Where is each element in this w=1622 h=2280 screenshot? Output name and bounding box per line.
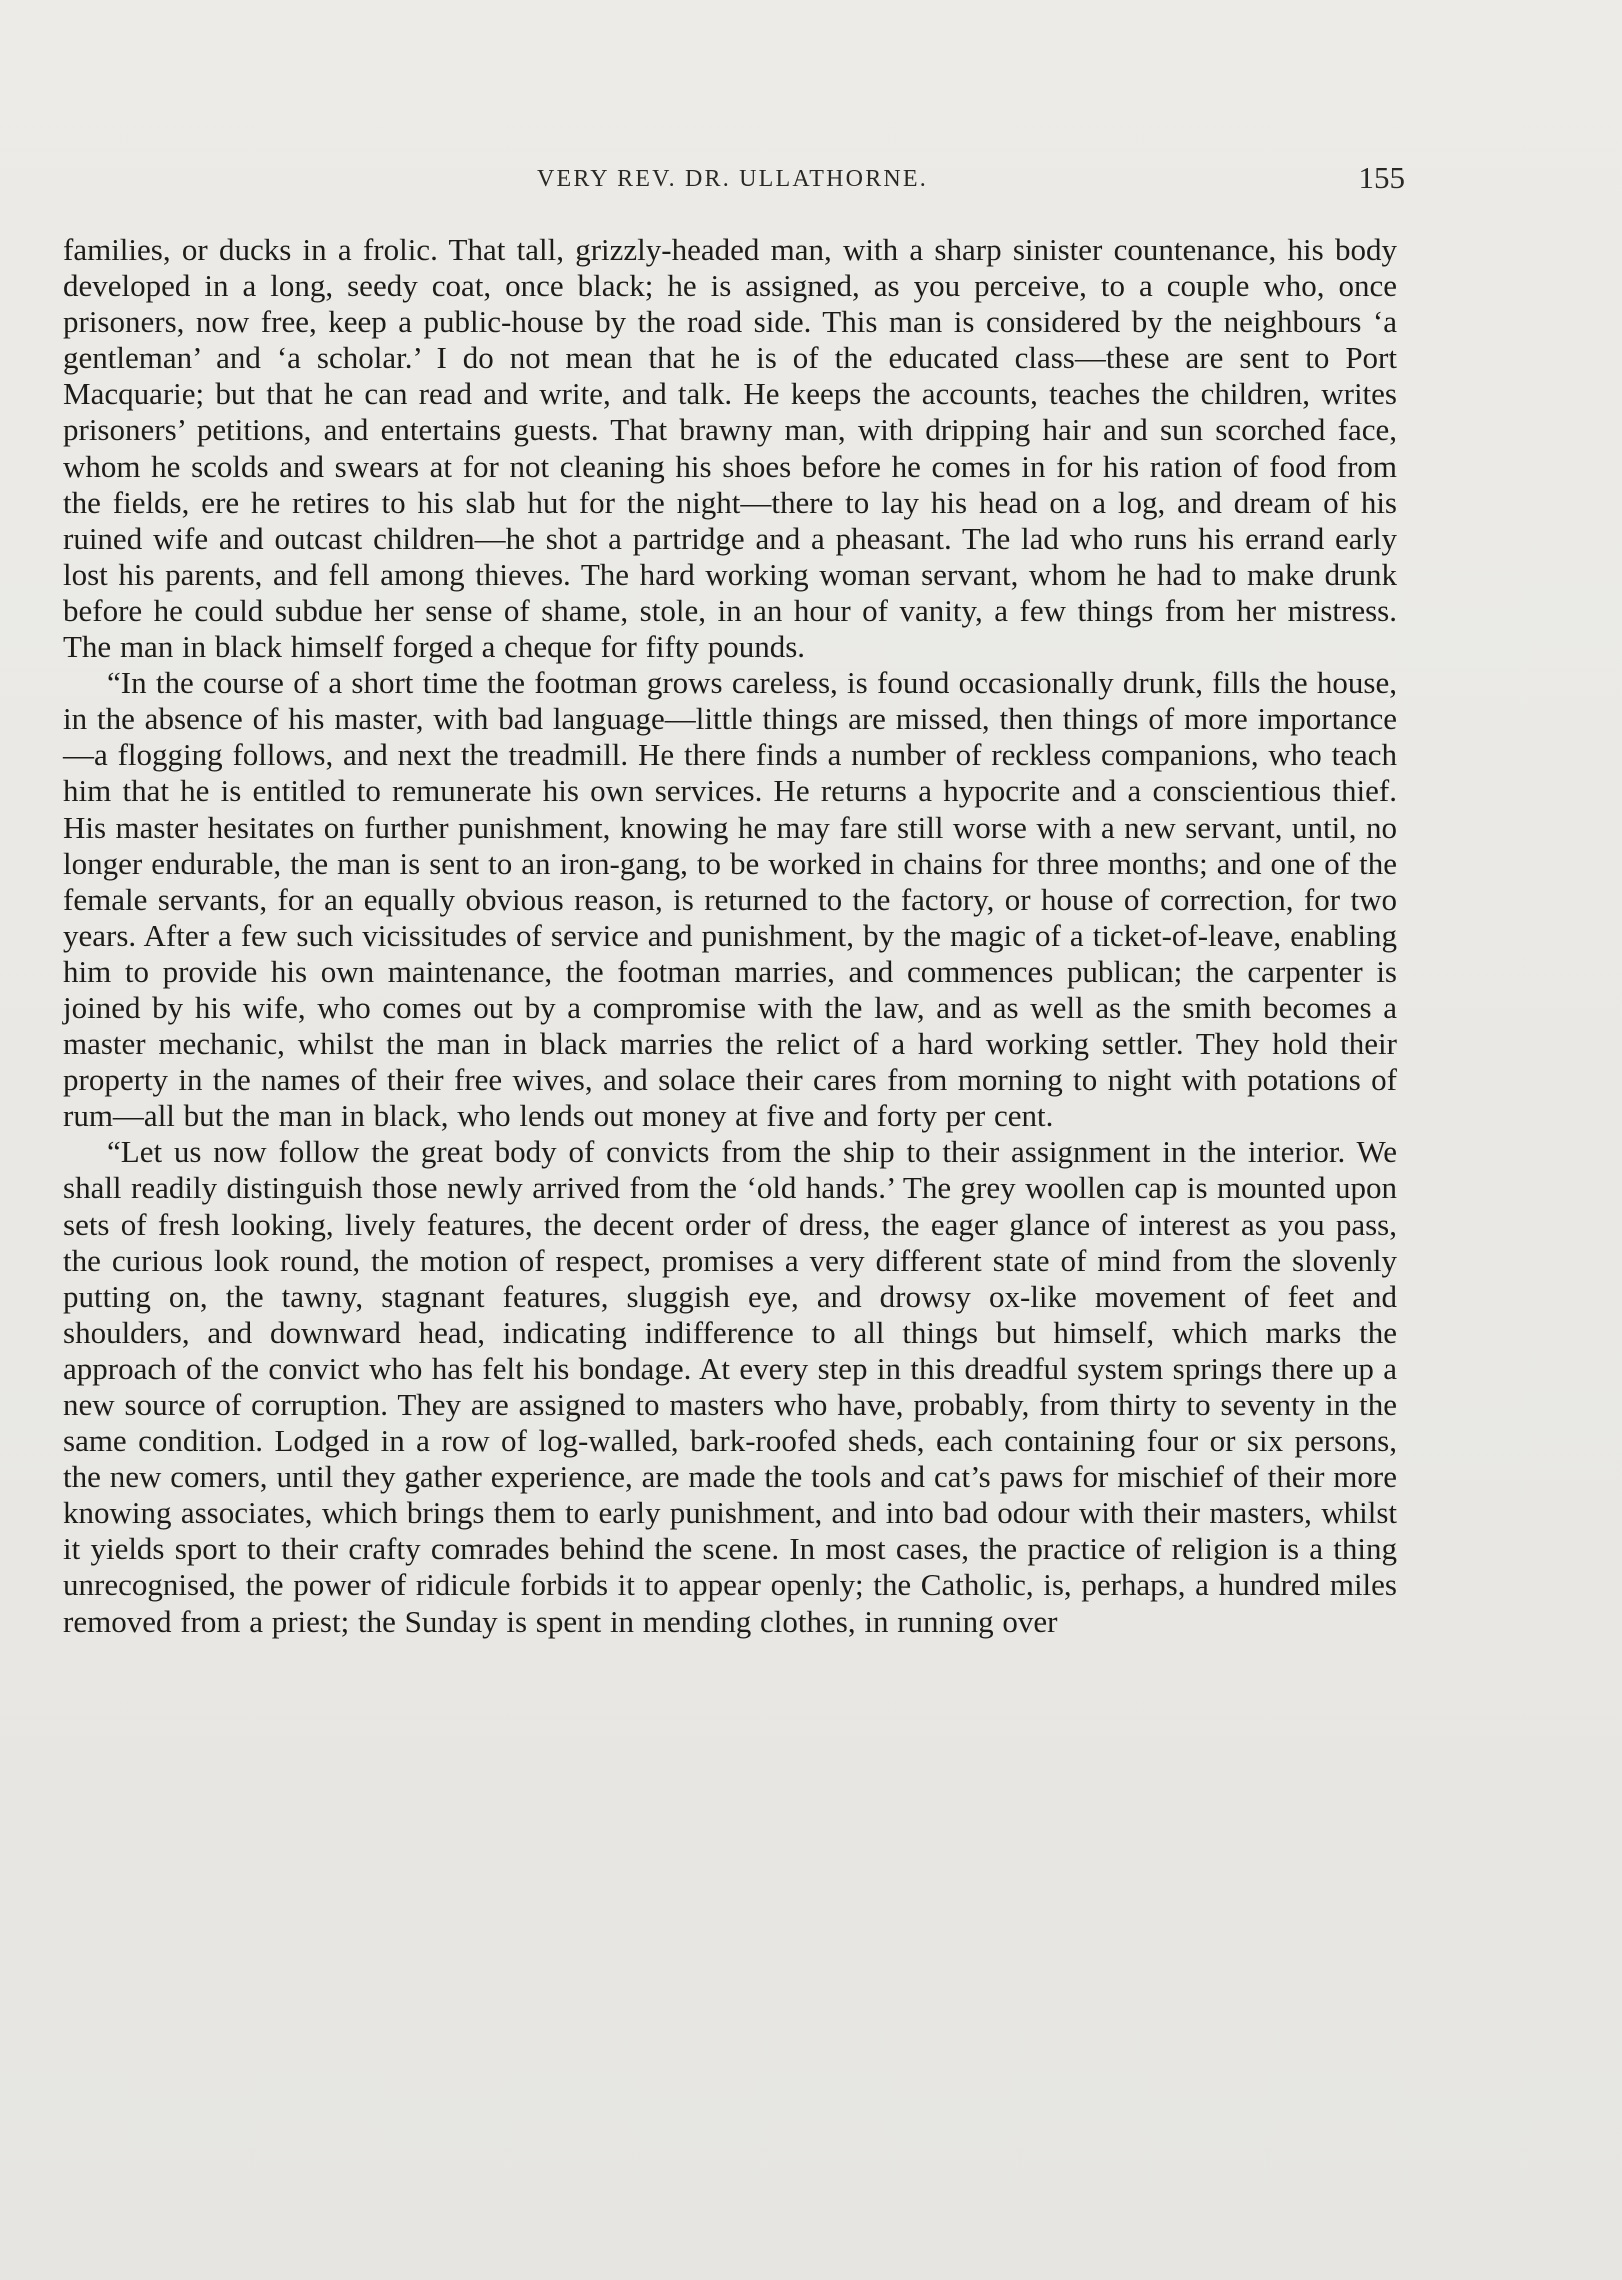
page-number: 155: [1358, 160, 1405, 195]
paragraph-3: “Let us now follow the great body of convicts from the ship to their assignment in the interior. We shall readily distinguish those newly arrived from the ‘old hands.’ The grey woollen cap is mounted upon sets of fresh looking, lively features, the decent order of dress, the eager glance of interest as you pass, the curious look round, the motion of respect, promises a very different state of mind from the slovenly putting on, the tawny, stagnant features, sluggish eye, and drowsy ox-like movement of feet and shoulders, and downward head, indicating indifference to all things but himself, which marks the approach of the convict who has felt his bondage. At every step in this dreadful system springs there up a new source of corruption. They are assigned to masters who have, probably, from thirty to seventy in the same condition. Lodged in a row of log-walled, bark-roofed sheds, each containing four or six persons, the new comers, until they gather experience, are made the tools and cat’s paws for mischief of their more knowing associates, which brings them to early punishment, and into bad odour with their masters, whilst it yields sport to their crafty comrades behind the scene. In most cases, the practice of religion is a thing unrecognised, the power of ridicule forbids it to appear openly; the Catholic, is, perhaps, a hundred miles removed from a priest; the Sunday is spent in mending clothes, in running over: [63, 1134, 1397, 1639]
running-head: [60, 160, 1405, 200]
body-text: [63, 232, 1397, 1640]
paragraph-2: “In the course of a short time the footman grows careless, is found occasionally drunk, fills the house, in the absence of his master, with bad language—little things are missed, then things of more importance—a flogging follows, and next the treadmill. He there finds a number of reckless companions, who teach him that he is entitled to remunerate his own services. He returns a hypocrite and a conscientious thief. His master hesitates on further punishment, knowing he may fare still worse with a new servant, until, no longer endurable, the man is sent to an iron-gang, to be worked in chains for three months; and one of the female servants, for an equally obvious reason, is returned to the factory, or house of correction, for two years. After a few such vicissitudes of service and punishment, by the magic of a ticket-of-leave, enabling him to provide his own maintenance, the footman marries, and commences publican; the carpenter is joined by his wife, who comes out by a compromise with the law, and as well as the smith becomes a master mechanic, whilst the man in black marries the relict of a hard working settler. They hold their property in the names of their free wives, and solace their cares from morning to night with potations of rum—all but the man in black, who lends out money at five and forty per cent.: [63, 665, 1397, 1134]
paragraph-1: families, or ducks in a frolic. That tall, grizzly-headed man, with a sharp sinister countenance, his body developed in a long, seedy coat, once black; he is assigned, as you perceive, to a couple who, once prisoners, now free, keep a public-house by the road side. This man is considered by the neighbours ‘a gentleman’ and ‘a scholar.’ I do not mean that he is of the educated class—these are sent to Port Macquarie; but that he can read and write, and talk. He keeps the accounts, teaches the children, writes prisoners’ petitions, and entertains guests. That brawny man, with dripping hair and sun scorched face, whom he scolds and swears at for not cleaning his shoes before he comes in for his ration of food from the fields, ere he retires to his slab hut for the night—there to lay his head on a log, and dream of his ruined wife and outcast children—he shot a partridge and a pheasant. The lad who runs his errand early lost his parents, and fell among thieves. The hard working woman servant, whom he had to make drunk before he could subdue her sense of shame, stole, in an hour of vanity, a few things from her mistress. The man in black himself forged a cheque for fifty pounds.: [63, 232, 1397, 665]
running-title: VERY REV. DR. ULLATHORNE.: [536, 166, 928, 192]
